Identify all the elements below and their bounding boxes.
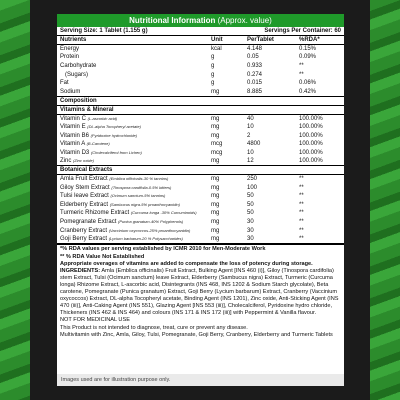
botanical-name-text: Turmeric Rhizome Extract: [60, 210, 130, 217]
nutrient-rda: 0.06%: [299, 80, 317, 87]
nutrient-name: [57, 88, 208, 97]
botanical-value: 50: [247, 201, 254, 208]
nutrient-name: [57, 62, 208, 71]
botanical-source-text: (Ocimum sanctum-5% tannins): [110, 193, 166, 199]
nutrient-name-text: Energy: [60, 46, 80, 53]
botanical-unit: mg: [208, 175, 244, 184]
botanical-rda: **: [299, 236, 304, 243]
composition-heading: [57, 96, 344, 105]
nutrient-value: 0.015: [247, 80, 263, 87]
botanical-row: [57, 183, 344, 192]
botanical-name-text: Pomegranate Extract: [60, 218, 117, 225]
column-header-row: [57, 36, 344, 45]
botanical-source-text: (Emblica officinalis-30 % tannins): [109, 176, 169, 182]
vitamin-source-text: (B-Carotene): [86, 141, 110, 147]
botanical-unit: mg: [211, 201, 220, 208]
botanical-row: [57, 209, 344, 218]
botanical-source-text: (Tinospora cardifolia-0.5% bitters): [111, 184, 172, 190]
nutrition-table: [57, 27, 344, 243]
servings-per-container: Servings Per Container: 60: [264, 28, 342, 35]
nutrient-rda: **: [299, 71, 304, 78]
rda-not-established-note: ** % RDA Value Not Established: [60, 253, 145, 260]
botanical-rda: **: [299, 193, 304, 200]
illustration-note: Images used are for illustration purpose only.: [57, 374, 344, 386]
nutrient-unit: g: [211, 54, 215, 61]
not-medicinal-text: NOT FOR MEDICINAL USE: [60, 317, 130, 324]
nutrient-name: [57, 53, 208, 62]
nutrient-unit: kcal: [208, 45, 244, 54]
col-per-tablet: PerTablet: [244, 36, 296, 45]
botanical-name: [57, 192, 208, 201]
vitamin-unit: mcg: [211, 141, 223, 148]
botanical-unit: mg: [211, 193, 220, 200]
nutrient-row: [57, 53, 344, 62]
nutrient-unit: g: [211, 63, 215, 70]
vitamins-heading: [57, 105, 344, 114]
nutrient-rda: 0.09%: [299, 54, 317, 61]
vitamin-rda: 100.00%: [299, 141, 323, 148]
vitamin-source-text: (Zinc oxide): [73, 158, 94, 164]
vitamin-name-text: Vitamin E: [60, 124, 86, 131]
nutrient-value: 0.274: [247, 71, 263, 78]
ingredients-label: INGREDIENTS:: [60, 267, 101, 274]
nutrient-rda: **: [299, 63, 304, 70]
vitamin-unit: mg: [211, 124, 220, 131]
botanical-name-text: Giloy Stem Extract: [60, 184, 110, 191]
botanical-name: [57, 175, 208, 184]
title-text: Nutritional Information: [129, 16, 216, 25]
botanical-name-text: Goji Berry Extract: [60, 236, 108, 243]
vitamin-row: [57, 140, 344, 149]
rda-note: *% RDA values per serving established by ICMR 2010 for Men-Moderate Work: [60, 246, 266, 253]
vitamin-source-text: (L-ascorbic acid): [87, 115, 118, 121]
col-nutrients: Nutrients: [57, 36, 208, 45]
nutrient-row: [57, 79, 344, 88]
vitamin-name-text: Vitamin A: [60, 141, 85, 148]
vitamin-value: 4800: [247, 141, 261, 148]
nutrient-row: [57, 88, 344, 97]
vitamin-name: [57, 140, 208, 149]
nutrient-name: [57, 79, 208, 88]
botanical-unit: mg: [211, 227, 220, 234]
vitamin-value: 10: [247, 124, 254, 131]
vitamin-unit: mg: [208, 114, 244, 123]
botanical-source-text: (Vaccinium oxycoccos-25% proanthocyanidin): [108, 227, 191, 233]
disclaimer-text: This Product is not intended to diagnose, treat, cure or prevent any disease.: [60, 324, 248, 331]
botanicals-heading-label: Botanical Extracts: [57, 166, 344, 175]
nutrient-row: [57, 45, 344, 54]
botanical-rda: **: [299, 227, 304, 234]
nutrient-value: 4.148: [244, 45, 296, 54]
vitamin-rda: 100.00%: [299, 132, 323, 139]
botanical-unit: mg: [211, 236, 220, 243]
product-description: Multivitamin with Zinc, Amla, Giloy, Tulsi, Pomegranate, Goji Berry, Cranberry, Elderberry and Turmeric Tablets: [60, 331, 333, 338]
nutrient-name-text: Sodium: [60, 88, 81, 95]
botanical-row: [57, 201, 344, 210]
serving-size: Serving Size: 1 Tablet (1.155 g): [60, 28, 148, 35]
botanical-row: [57, 235, 344, 244]
botanical-name: [57, 201, 208, 210]
ingredients-paragraph: [60, 268, 341, 318]
ingredients-text: Amla (Emblica officinalis) Fruit Extract, Bulking Agent [INS 460 (i)], Giloy (Tinospora cardifolia) stem Extract, Tulsi (Ocimum sanctum) leave Extract, Elderberry (Sambucus nigra) Extract, Turmeric (Curcuma longa) Rhizome Extract, L-ascorbic acid, Disintegrants (INS 468, INS 1202 & Sodium Starch glycolate), Beta carotene, Pomegranate (Punica granatum) Extract, Goji Berry (Lycium barbarum) Extract, Cranberry (Vaccinium oxycoccos) Extract, DL-alpha Tocopheryl acetate, Binding Agent (INS 1201), Zinc oxide, Anti-Sticking Agent (INS 470 (iii)], Anti-Caking Agent (INS 551), Glazing Agent [INS 553 (iii)], Cholecalciferol, Pyridoxine hydro chloride, Thickeners (INS 462 & INS 464) and colours (INS 171 & INS 172 (iii)] with Peppermint & Vanilla flavour.: [60, 267, 339, 317]
approx-text: (Approx. value): [217, 16, 272, 25]
botanical-unit: mg: [211, 210, 220, 217]
col-rda: %RDA*: [296, 36, 344, 45]
vitamin-source-text: (DL-alpha Tocopheryl acetate): [87, 124, 141, 130]
vitamin-name: [57, 157, 208, 166]
vitamins-heading-label: Vitamins & Mineral: [57, 105, 344, 114]
nutrient-name-text: (Sugars): [65, 71, 89, 78]
botanical-name-text: Cranberry Extract: [60, 227, 108, 234]
botanical-rda: **: [299, 201, 304, 208]
botanical-value: 50: [247, 193, 254, 200]
botanical-unit: mg: [211, 218, 220, 225]
botanical-value: 30: [247, 236, 254, 243]
nutrition-title: [57, 14, 344, 27]
vitamin-rda: 100.00%: [299, 149, 323, 156]
botanicals-heading: [57, 166, 344, 175]
botanical-name: [57, 235, 208, 244]
botanical-name: [57, 209, 208, 218]
botanical-source-text: (Lycium barbarum-20 % Polysaccharides): [108, 236, 183, 242]
vitamin-unit: mg: [211, 158, 220, 165]
botanical-row: [57, 218, 344, 227]
botanical-name: [57, 226, 208, 235]
overage-note: Appropriate overages of vitamins are added to compensate the loss of potency during storage.: [60, 260, 313, 267]
col-unit: Unit: [208, 36, 244, 45]
nutrient-name-text: Fat: [60, 80, 69, 87]
botanical-unit: mg: [211, 184, 220, 191]
botanical-name: [57, 183, 208, 192]
vitamin-source-text: (Pyridoxine hydrochloride): [90, 132, 138, 138]
botanical-value: 50: [247, 210, 254, 217]
botanical-rda: **: [299, 184, 304, 191]
nutrient-unit: g: [211, 71, 215, 78]
vitamin-row: [57, 123, 344, 132]
botanical-rda: **: [299, 218, 304, 225]
nutrient-rda: 0.15%: [296, 45, 344, 54]
vitamin-rda: 100.00%: [299, 124, 323, 131]
botanical-value: 250: [244, 175, 296, 184]
vitamin-row: [57, 157, 344, 166]
vitamin-name: [57, 114, 208, 123]
botanical-row: [57, 175, 344, 184]
vitamin-unit: mcg: [211, 149, 223, 156]
vitamin-row: [57, 149, 344, 158]
vitamin-rda: 100.00%: [299, 158, 323, 165]
vitamin-value: 12: [247, 158, 254, 165]
nutrient-rda: 0.42%: [299, 88, 317, 95]
botanical-value: 30: [247, 218, 254, 225]
botanical-rda: **: [299, 210, 304, 217]
nutrient-row: [57, 70, 344, 79]
vitamin-name-text: Zinc: [60, 158, 72, 165]
botanical-rda: **: [296, 175, 344, 184]
nutrient-name-text: Protein: [60, 54, 80, 61]
nutrient-unit: mg: [211, 88, 220, 95]
nutrient-name: [57, 45, 208, 54]
nutrient-name: [57, 70, 208, 79]
vitamin-name: [57, 149, 208, 158]
botanical-value: 100: [247, 184, 258, 191]
botanical-row: [57, 226, 344, 235]
vitamin-unit: mg: [211, 132, 220, 139]
nutrient-name-text: Carbohydrate: [60, 63, 97, 70]
botanical-value: 30: [247, 227, 254, 234]
vitamin-name: [57, 131, 208, 140]
vitamin-source-text: (Cholecalciferol from Lichen): [90, 149, 142, 155]
vitamin-name-text: Vitamin D3: [60, 149, 90, 156]
serving-row: [57, 27, 344, 36]
vitamin-name: [57, 123, 208, 132]
vitamin-row: [57, 114, 344, 123]
botanical-source-text: (Curcuma longa -30% Curcuminoids): [130, 210, 197, 216]
nutrient-value: 0.933: [247, 63, 263, 70]
nutrient-value: 0.05: [247, 54, 259, 61]
vitamin-name-text: Vitamin B6: [60, 132, 89, 139]
nutrient-value: 8.885: [247, 88, 263, 95]
botanical-name-text: Tulsi leave Extract: [60, 193, 109, 200]
nutrition-label: [57, 14, 344, 386]
vitamin-row: [57, 131, 344, 140]
vitamin-value: 2: [247, 132, 251, 139]
botanical-name-text: Amla Fruit Extract: [60, 176, 108, 183]
label-footer: [57, 243, 344, 339]
botanical-row: [57, 192, 344, 201]
botanical-name-text: Elderberry Extract: [60, 201, 109, 208]
botanical-name: [57, 218, 208, 227]
vitamin-name-text: Vitamin C: [60, 115, 86, 122]
vitamin-value: 40: [244, 114, 296, 123]
composition-heading-label: Composition: [57, 96, 344, 105]
nutrient-row: [57, 62, 344, 71]
nutrient-unit: g: [211, 80, 215, 87]
vitamin-rda: 100.00%: [296, 114, 344, 123]
vitamin-value: 10: [247, 149, 254, 156]
botanical-source-text: (Punica granatum-40% Polyphenols): [118, 218, 184, 224]
botanical-source-text: (Sambucus nigra-5% proanthocyanidin): [109, 201, 180, 207]
